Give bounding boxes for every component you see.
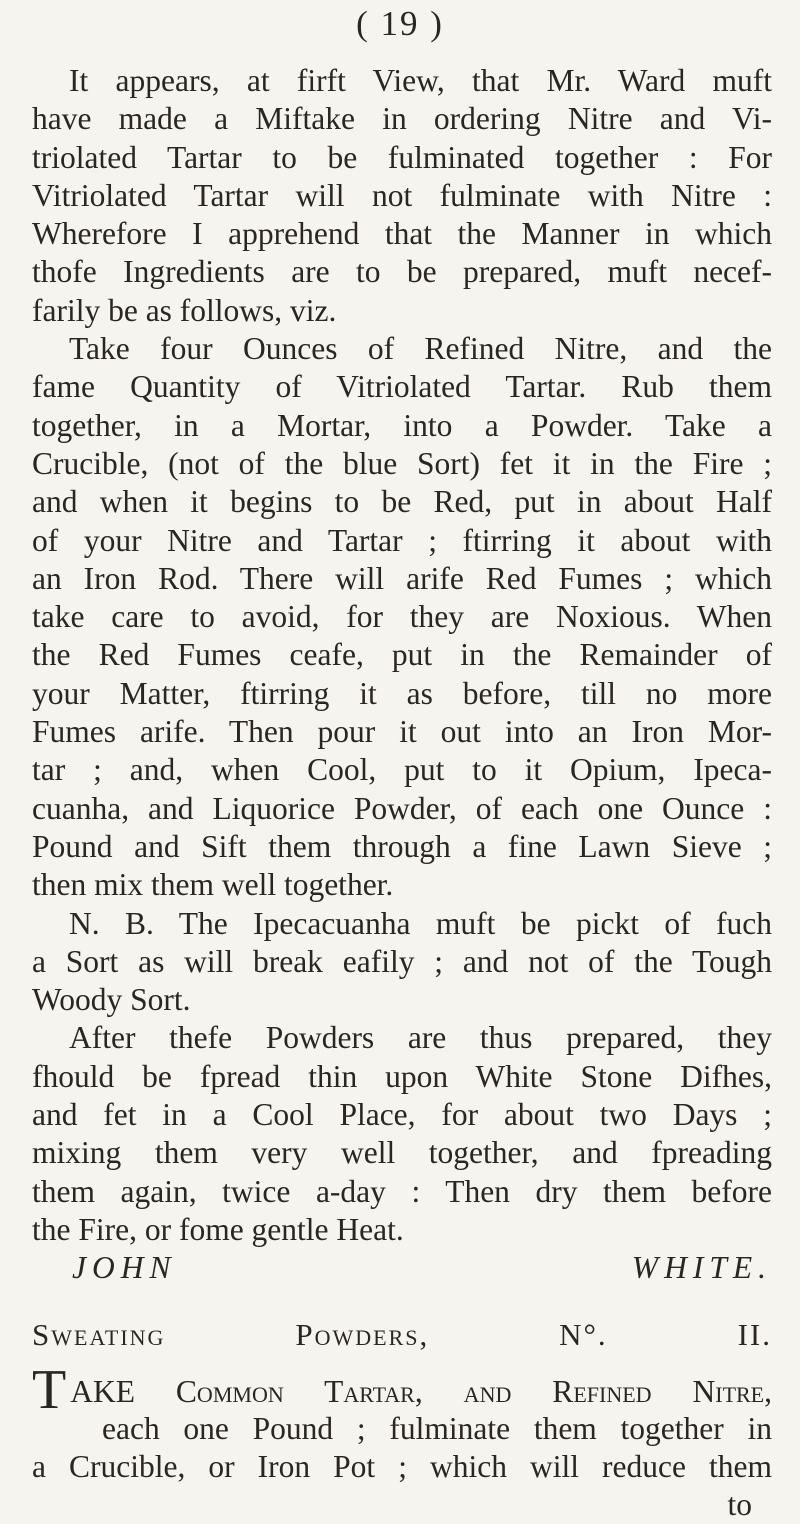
text-line: of your Nitre and Tartar ; ftirring it about with — [32, 522, 772, 558]
text-line: thofe Ingredients are to be prepared, muft necef- — [32, 254, 772, 290]
text-line: Crucible, (not of the blue Sort) fet it in the Fire ; — [32, 445, 772, 481]
drop-cap: T — [32, 1359, 67, 1422]
text-line: fame Quantity of Vitriolated Tartar. Rub them — [32, 369, 772, 405]
text-line: a Crucible, or Iron Pot ; which will reduce them — [32, 1448, 772, 1484]
text-line: Vitriolated Tartar will not fulminate with Nitre : — [32, 177, 772, 213]
text-line: your Matter, ftirring it as before, till no more — [32, 675, 772, 711]
paragraph-2 — [32, 330, 772, 904]
text-line: Woody Sort. — [32, 982, 191, 1018]
paragraph-nota-bene — [32, 905, 772, 1020]
text-line: N. B. The Ipecacuanha muft be pickt of fuch — [69, 905, 772, 941]
text-line: After thefe Powders are thus prepared, they — [69, 1020, 772, 1056]
text-line: the Fire, or fome gentle Heat. — [32, 1211, 404, 1247]
page-text — [32, 62, 772, 1524]
text-line: It appears, at firft View, that Mr. Ward muft — [69, 63, 772, 98]
text-line: the Red Fumes ceafe, put in the Remainder of — [32, 637, 772, 673]
text-line: Wherefore I apprehend that the Manner in which — [32, 216, 772, 252]
text-line: together, in a Mortar, into a Powder. Take a — [32, 407, 772, 443]
section-heading: Sweating Powders, N°. II. — [32, 1317, 772, 1353]
paragraph-5 — [32, 1359, 772, 1486]
text-line: have made a Miftake in ordering Nitre and Vi- — [32, 101, 772, 137]
text-line: Pound and Sift them through a fine Lawn Sieve ; — [32, 828, 772, 864]
text-line: mixing them very well together, and fpreading — [32, 1135, 772, 1171]
text-line: a Sort as will break eafily ; and not of the Tough — [32, 943, 772, 979]
page-number: ( 19 ) — [356, 4, 444, 43]
text-line: cuanha, and Liquorice Powder, of each one Ounce : — [32, 790, 772, 826]
author-signature: JOHN WHITE. — [72, 1250, 772, 1286]
text-line: an Iron Rod. There will arife Red Fumes ; which — [32, 560, 772, 596]
text-line: tar ; and, when Cool, put to it Opium, Ipeca- — [32, 752, 772, 788]
text-line: Take four Ounces of Refined Nitre, and the — [69, 331, 772, 367]
text-line: take care to avoid, for they are Noxious. When — [32, 599, 772, 635]
text-line: farily be as follows, viz. — [32, 292, 337, 328]
text-line: then mix them well together. — [32, 867, 394, 903]
text-line: them again, twice a-day : Then dry them before — [32, 1173, 772, 1209]
paragraph-4 — [32, 1019, 772, 1249]
text-line-content: AKE Common Tartar, and Refined Nitre, — [70, 1374, 772, 1410]
text-line: Fumes arife. Then pour it out into an Iron Mor- — [32, 714, 772, 750]
paragraph-1 — [32, 62, 772, 330]
text-line: and when it begins to be Red, put in about Half — [32, 484, 772, 520]
text-line: triolated Tartar to be fulminated together : For — [32, 139, 772, 175]
text-line — [32, 1359, 772, 1422]
text-line: each one Pound ; fulminate them together in — [102, 1410, 772, 1446]
text-line: and fet in a Cool Place, for about two Days ; — [32, 1097, 772, 1133]
text-line: fhould be fpread thin upon White Stone Difhes, — [32, 1058, 772, 1094]
catchword: to — [727, 1487, 752, 1523]
